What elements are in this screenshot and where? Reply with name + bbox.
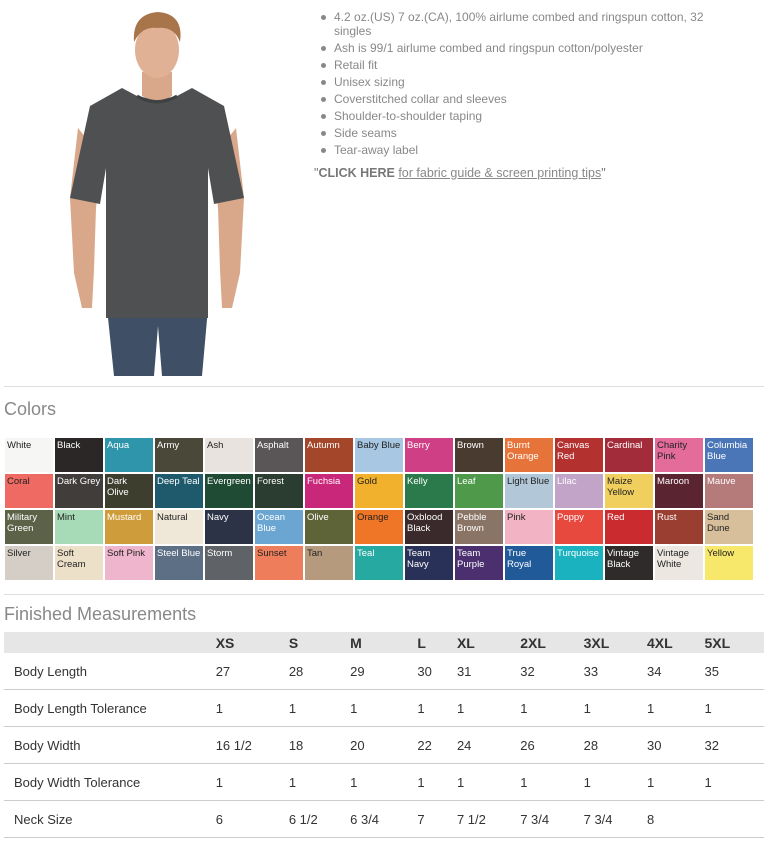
- feature-item: Tear-away label: [334, 143, 754, 157]
- color-swatch[interactable]: Team Purple: [454, 545, 504, 581]
- color-swatch[interactable]: Soft Pink: [104, 545, 154, 581]
- feature-item: Side seams: [334, 126, 754, 140]
- size-header: XS: [216, 632, 289, 653]
- color-swatch[interactable]: Mint: [54, 509, 104, 545]
- measurement-cell: [704, 801, 764, 838]
- color-swatch[interactable]: Sunset: [254, 545, 304, 581]
- measurement-cell: 1: [457, 690, 520, 727]
- measurement-cell: 30: [417, 653, 457, 690]
- size-header: S: [289, 632, 350, 653]
- color-swatch[interactable]: Red: [604, 509, 654, 545]
- color-swatch-grid: [4, 437, 754, 581]
- measurement-cell: 1: [417, 764, 457, 801]
- size-header: 2XL: [520, 632, 583, 653]
- measurement-cell: 1: [216, 690, 289, 727]
- measurement-cell: 1: [647, 764, 704, 801]
- measurement-cell: 1: [704, 690, 764, 727]
- color-swatch[interactable]: Military Green: [4, 509, 54, 545]
- measurement-cell: 35: [704, 653, 764, 690]
- measurement-cell: 6 1/2: [289, 801, 350, 838]
- cta-quote-close: ": [601, 166, 606, 180]
- colors-heading: Colors: [4, 399, 57, 419]
- color-swatch[interactable]: Soft Cream: [54, 545, 104, 581]
- color-swatch[interactable]: Black: [54, 437, 104, 473]
- measurement-cell: 1: [417, 690, 457, 727]
- measurement-cell: 1: [289, 764, 350, 801]
- size-header: M: [350, 632, 417, 653]
- divider: [4, 386, 764, 387]
- color-swatch[interactable]: Canvas Red: [554, 437, 604, 473]
- measurement-cell: 6: [216, 801, 289, 838]
- size-header: 4XL: [647, 632, 704, 653]
- color-swatch[interactable]: Dark Olive: [104, 473, 154, 509]
- color-swatch[interactable]: Lilac: [554, 473, 604, 509]
- color-swatch[interactable]: Evergreen: [204, 473, 254, 509]
- color-swatch[interactable]: Ash: [204, 437, 254, 473]
- measurement-cell: 32: [704, 727, 764, 764]
- feature-item: Retail fit: [334, 58, 754, 72]
- color-swatch[interactable]: Yellow: [704, 545, 754, 581]
- table-row: [4, 653, 764, 690]
- color-swatch[interactable]: Kelly: [404, 473, 454, 509]
- color-swatch[interactable]: Gold: [354, 473, 404, 509]
- color-swatch[interactable]: Steel Blue: [154, 545, 204, 581]
- color-swatch[interactable]: Light Blue: [504, 473, 554, 509]
- measurement-cell: 18: [289, 727, 350, 764]
- table-header-cell: [4, 632, 216, 653]
- row-label: Body Width: [4, 727, 216, 764]
- measurement-cell: 16 1/2: [216, 727, 289, 764]
- color-swatch[interactable]: Columbia Blue: [704, 437, 754, 473]
- row-label: Body Length Tolerance: [4, 690, 216, 727]
- measurement-cell: 7: [417, 801, 457, 838]
- feature-item: Coverstitched collar and sleeves: [334, 92, 754, 106]
- color-swatch[interactable]: Oxblood Black: [404, 509, 454, 545]
- measurement-cell: 28: [584, 727, 647, 764]
- measurement-cell: 26: [520, 727, 583, 764]
- measurement-cell: 8: [647, 801, 704, 838]
- size-header: 3XL: [584, 632, 647, 653]
- color-swatch[interactable]: Vintage White: [654, 545, 704, 581]
- measurement-cell: 7 3/4: [584, 801, 647, 838]
- color-swatch[interactable]: Burnt Orange: [504, 437, 554, 473]
- row-label: Neck Size: [4, 801, 216, 838]
- color-swatch[interactable]: Coral: [4, 473, 54, 509]
- cta-bold: CLICK HERE: [318, 166, 395, 180]
- measurement-cell: 28: [289, 653, 350, 690]
- color-swatch[interactable]: True Royal: [504, 545, 554, 581]
- color-swatch[interactable]: White: [4, 437, 54, 473]
- color-swatch[interactable]: Poppy: [554, 509, 604, 545]
- measurement-cell: 27: [216, 653, 289, 690]
- color-swatch[interactable]: Turquoise: [554, 545, 604, 581]
- feature-item: Shoulder-to-shoulder taping: [334, 109, 754, 123]
- color-swatch[interactable]: Orange: [354, 509, 404, 545]
- color-swatch[interactable]: Ocean Blue: [254, 509, 304, 545]
- color-swatch[interactable]: Dark Grey: [54, 473, 104, 509]
- color-swatch[interactable]: Maize Yellow: [604, 473, 654, 509]
- table-header-row: [4, 632, 764, 653]
- measurement-cell: 24: [457, 727, 520, 764]
- color-swatch[interactable]: Storm: [204, 545, 254, 581]
- measurement-cell: 1: [350, 764, 417, 801]
- measurement-cell: 34: [647, 653, 704, 690]
- color-swatch[interactable]: Vintage Black: [604, 545, 654, 581]
- color-swatch[interactable]: Rust: [654, 509, 704, 545]
- color-swatch[interactable]: Teal: [354, 545, 404, 581]
- cta-quote-open: ": [314, 166, 319, 180]
- measurement-cell: 1: [520, 690, 583, 727]
- measurement-cell: 32: [520, 653, 583, 690]
- measurements-table: [4, 632, 764, 838]
- color-swatch[interactable]: Aqua: [104, 437, 154, 473]
- row-label: Body Length: [4, 653, 216, 690]
- size-header: L: [417, 632, 457, 653]
- color-swatch[interactable]: Pebble Brown: [454, 509, 504, 545]
- measurement-cell: 1: [584, 690, 647, 727]
- measurement-cell: 1: [647, 690, 704, 727]
- color-swatch[interactable]: Deep Teal: [154, 473, 204, 509]
- fabric-guide-cta: [314, 166, 606, 180]
- size-header: 5XL: [704, 632, 764, 653]
- measurement-cell: 1: [520, 764, 583, 801]
- measurement-cell: 30: [647, 727, 704, 764]
- measurement-cell: 1: [216, 764, 289, 801]
- color-swatch[interactable]: Silver: [4, 545, 54, 581]
- color-swatch[interactable]: Autumn: [304, 437, 354, 473]
- color-swatch[interactable]: Team Navy: [404, 545, 454, 581]
- color-swatch[interactable]: Tan: [304, 545, 354, 581]
- measurement-cell: 1: [584, 764, 647, 801]
- measurement-cell: 33: [584, 653, 647, 690]
- table-row: [4, 690, 764, 727]
- color-swatch[interactable]: Natural: [154, 509, 204, 545]
- measurement-cell: 7 1/2: [457, 801, 520, 838]
- size-header: XL: [457, 632, 520, 653]
- divider: [4, 594, 764, 595]
- color-swatch[interactable]: Maroon: [654, 473, 704, 509]
- feature-item: Unisex sizing: [334, 75, 754, 89]
- feature-item: Ash is 99/1 airlume combed and ringspun cotton/polyester: [334, 41, 754, 55]
- color-swatch[interactable]: Cardinal: [604, 437, 654, 473]
- row-label: Body Width Tolerance: [4, 764, 216, 801]
- feature-item: 4.2 oz.(US) 7 oz.(CA), 100% airlume combed and ringspun cotton, 32 singles: [334, 10, 714, 38]
- table-row: [4, 764, 764, 801]
- color-swatch[interactable]: Army: [154, 437, 204, 473]
- color-swatch[interactable]: Forest: [254, 473, 304, 509]
- measurement-cell: 29: [350, 653, 417, 690]
- color-swatch[interactable]: Baby Blue: [354, 437, 404, 473]
- measurement-cell: 1: [350, 690, 417, 727]
- measurement-cell: 31: [457, 653, 520, 690]
- measurement-cell: 1: [289, 690, 350, 727]
- color-swatch[interactable]: Fuchsia: [304, 473, 354, 509]
- color-swatch[interactable]: Asphalt: [254, 437, 304, 473]
- product-photo: [62, 8, 252, 376]
- color-swatch[interactable]: Mustard: [104, 509, 154, 545]
- measurement-cell: 20: [350, 727, 417, 764]
- measurement-cell: 7 3/4: [520, 801, 583, 838]
- color-swatch[interactable]: Berry: [404, 437, 454, 473]
- measurement-cell: 6 3/4: [350, 801, 417, 838]
- color-swatch[interactable]: Olive: [304, 509, 354, 545]
- color-swatch[interactable]: Navy: [204, 509, 254, 545]
- color-swatch[interactable]: Brown: [454, 437, 504, 473]
- color-swatch[interactable]: Pink: [504, 509, 554, 545]
- measurement-cell: 1: [457, 764, 520, 801]
- table-row: [4, 727, 764, 764]
- feature-list: [318, 10, 754, 160]
- measurement-cell: 1: [704, 764, 764, 801]
- fabric-guide-link[interactable]: for fabric guide & screen printing tips: [398, 166, 602, 180]
- color-swatch[interactable]: Sand Dune: [704, 509, 754, 545]
- table-row: [4, 801, 764, 838]
- color-swatch[interactable]: Mauve: [704, 473, 754, 509]
- measurements-heading: Finished Measurements: [4, 604, 197, 624]
- color-swatch[interactable]: Leaf: [454, 473, 504, 509]
- measurement-cell: 22: [417, 727, 457, 764]
- color-swatch[interactable]: Charity Pink: [654, 437, 704, 473]
